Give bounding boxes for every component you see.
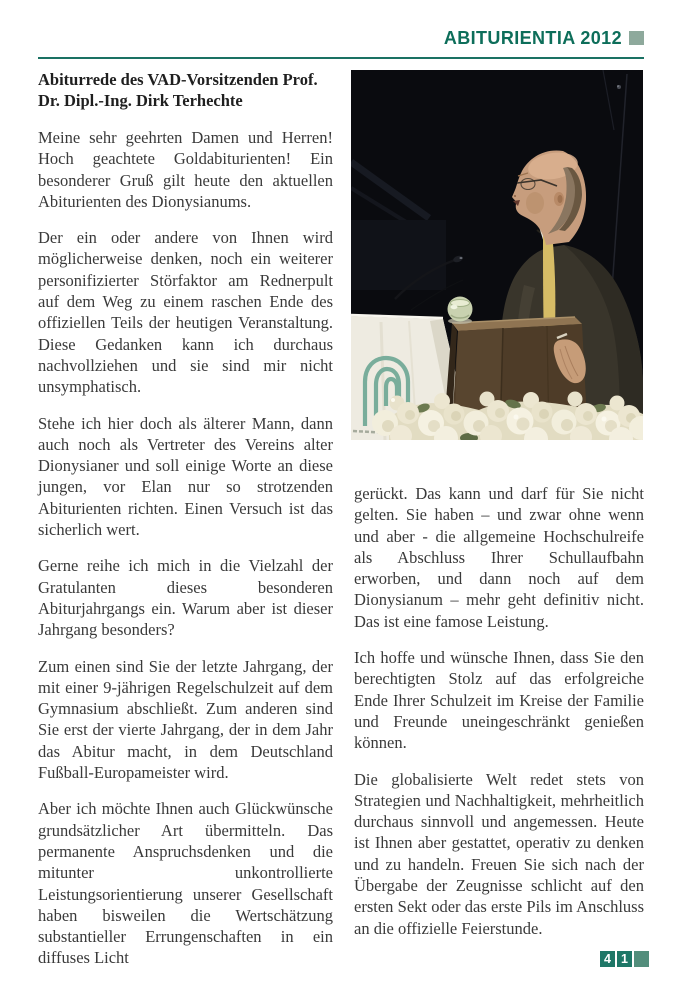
paragraph: Ich hoffe und wünsche Ihnen, dass Sie den berechtigten Stolz auf das erfolgreiche Ende Ihrer Schulzeit im Kreise der Familie und Freunde uneingeschränkt genießen können.	[354, 648, 644, 753]
page-number-digit: 1	[617, 951, 632, 967]
article-heading-line2: Dr. Dipl.-Ing. Dirk Terhechte	[38, 90, 243, 110]
masthead-square-marker	[629, 31, 644, 45]
article-heading	[38, 70, 333, 111]
paragraph: Meine sehr geehrten Damen und Herren! Hoch geachtete Goldabiturienten! Ein besonderer Gruß gilt heute den aktuellen Abiturienten des Dionysianums.	[38, 128, 333, 211]
paragraph: Zum einen sind Sie der letzte Jahrgang, der mit einer 9-jährigen Regelschulzeit auf dem Gymnasium abschließt. Zum anderen sind Sie erst der vierte Jahrgang, der in dem Jahr das Abitur macht, in dem Deutschland Fußball-Europameister wird.	[38, 656, 333, 783]
speaker-photo	[351, 70, 643, 440]
article-left-column	[38, 70, 333, 984]
paragraph: Aber ich möchte Ihnen auch Glückwünsche grundsätzlicher Art übermitteln. Das permanente Anspruchsdenken und die mitunter unkontrollierte Leistungsorientierung unserer Gesellschaft haben bisweilen die Wertschätzung substantieller Errungenschaften in ein diffuses Licht	[38, 799, 333, 968]
masthead	[38, 27, 644, 49]
masthead-title: ABITURIENTIA 2012	[443, 27, 622, 48]
glass-bowl	[448, 297, 473, 325]
article-heading-line1: Abiturrede des VAD-Vorsitzenden Prof.	[38, 70, 318, 89]
page-number-end-square	[634, 951, 649, 967]
paragraph: Gerne reihe ich mich in die Vielzahl der Gratulanten dieses besonderen Abiturjahrgangs ein. Warum aber ist dieser Jahrgang besonders?	[38, 556, 333, 640]
page-number	[600, 951, 649, 967]
page-number-digit: 4	[600, 951, 615, 967]
paragraph: Der ein oder andere von Ihnen wird möglicherweise denken, noch ein weiterer personifizierter Störfaktor am Rednerpult auf dem Weg zu einem raschen Ende des offiziellen Teils der heutigen Veranstaltung. Diese Gedanken kann ich durchaus nachvollziehen und sie sind mir nicht unsymphatisch.	[38, 228, 333, 397]
paragraph: Die globalisierte Welt redet stets von Strategien und Nachhaltigkeit, mehrheitlich durchaus sinnvoll und angemessen. Heute ist Ihnen aber gestattet, operativ zu denken und zu handeln. Freuen Sie sich nach der Übergabe der Zeugnisse schlicht auf den ersten Sekt oder das erste Pils im Anschluss an die offizielle Feierstunde.	[354, 769, 644, 938]
article-right-column	[354, 483, 644, 954]
masthead-rule	[38, 57, 644, 59]
paragraph: gerückt. Das kann und darf für Sie nicht gelten. Sie haben – und zwar ohne wenn und aber - die allgemeine Hochschulreife als Abschluss Ihrer Schullaufbahn erworben, und dann noch auf dem Dionysianum – mehr geht definitiv nicht. Das ist eine famose Leistung.	[354, 484, 644, 631]
paragraph: Stehe ich hier doch als älterer Mann, dann auch noch als Vertreter des Vereins alter Dionysianer und soll einige Worte an diese jungen, vor Elan nur so strotzenden Abiturienten richten. Einen Versuch ist das sicherlich wert.	[38, 413, 333, 540]
